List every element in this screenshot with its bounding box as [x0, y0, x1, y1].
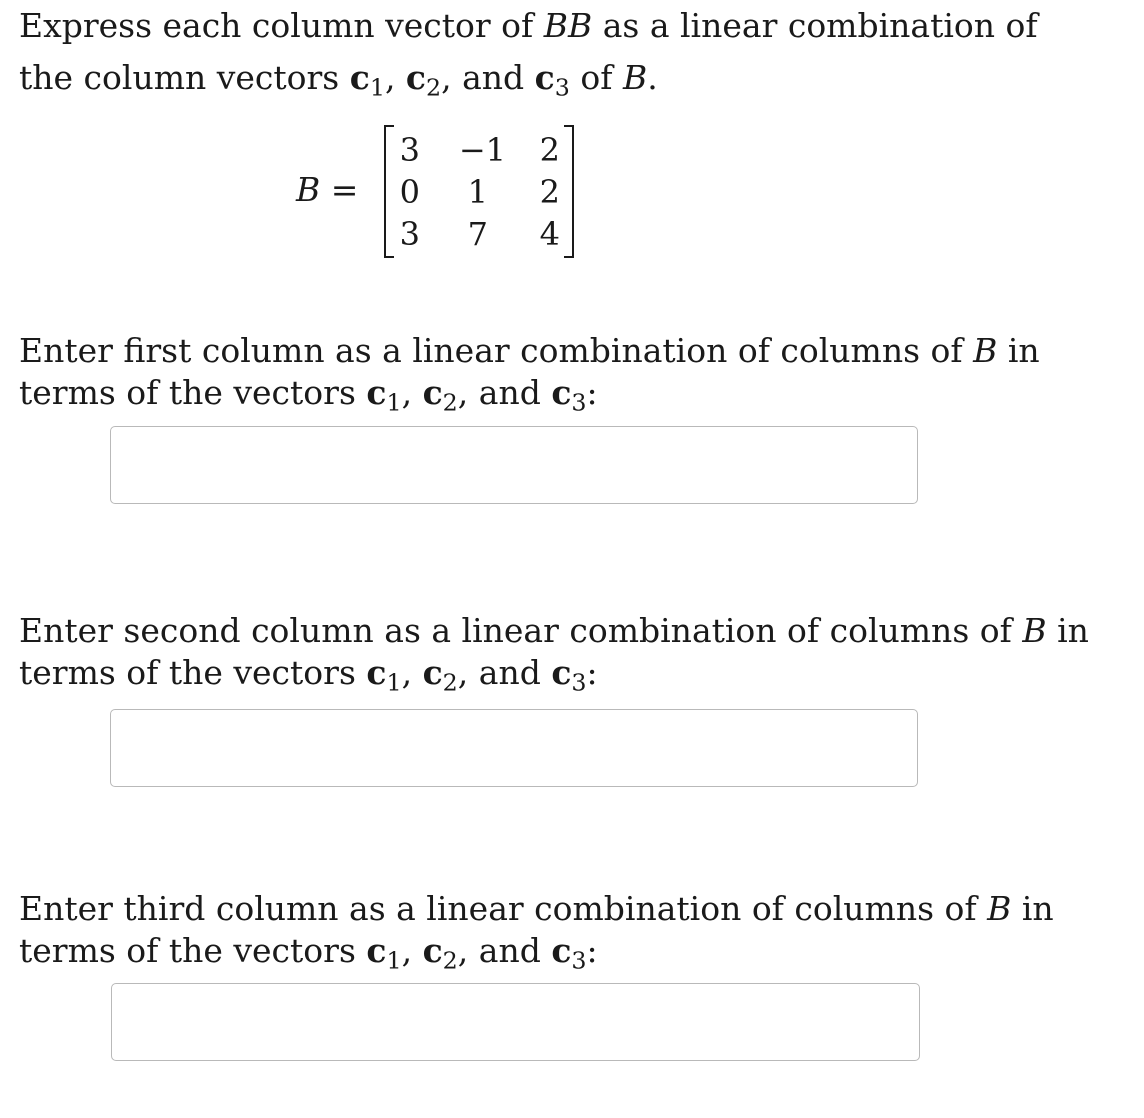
separator: ,	[384, 58, 406, 97]
vector-subscript: 2	[442, 668, 458, 697]
vector-subscript: 1	[386, 946, 402, 975]
matrix-cell: 7	[467, 215, 488, 253]
vector-subscript: 2	[426, 73, 442, 102]
vector-c2: c	[422, 653, 443, 692]
vector-c2: c	[405, 58, 427, 97]
separator: , and	[457, 653, 552, 692]
vector-subscript: 1	[386, 668, 402, 697]
statement-text: of	[569, 58, 623, 97]
matrix-b	[384, 125, 574, 258]
separator: ,	[401, 653, 423, 692]
statement-text: .	[647, 58, 658, 97]
separator: , and	[457, 931, 552, 970]
vector-subscript: 1	[386, 388, 402, 417]
question-text: terms of the vectors	[19, 373, 367, 412]
separator: , and	[457, 373, 552, 412]
statement-text: the column vectors	[19, 58, 350, 97]
question-text: Enter first column as a linear combination of columns of	[19, 331, 974, 370]
second-column-answer-input[interactable]	[110, 709, 918, 787]
question-text: in	[1011, 889, 1054, 928]
matrix-variable: B	[1022, 611, 1047, 650]
question-third-column	[19, 888, 1054, 975]
matrix-right-bracket	[564, 125, 574, 258]
question-text: Enter third column as a linear combination of columns of	[19, 889, 988, 928]
question-text: Enter second column as a linear combination of columns of	[19, 611, 1023, 650]
vector-c3: c	[551, 931, 572, 970]
vector-c3: c	[551, 653, 572, 692]
vector-subscript: 3	[571, 946, 587, 975]
question-text: :	[586, 653, 598, 692]
matrix-variable: B	[973, 331, 998, 370]
question-text: terms of the vectors	[19, 653, 367, 692]
question-text: :	[586, 931, 598, 970]
vector-c3: c	[551, 373, 572, 412]
matrix-cell: 2	[539, 173, 560, 211]
matrix-variable: BB	[543, 6, 593, 45]
vector-c3: c	[534, 58, 555, 97]
matrix-variable: B	[622, 58, 648, 97]
question-text: :	[586, 373, 598, 412]
statement-text: as a linear combination of	[592, 6, 1038, 45]
vector-subscript: 3	[554, 73, 570, 102]
question-second-column	[19, 610, 1089, 697]
vector-subscript: 2	[442, 388, 458, 417]
matrix-variable: B	[296, 170, 321, 209]
vector-c1: c	[366, 373, 387, 412]
first-column-answer-input[interactable]	[110, 426, 918, 504]
matrix-cell: 3	[399, 215, 420, 253]
vector-c1: c	[366, 653, 387, 692]
matrix-left-bracket	[384, 125, 394, 258]
vector-subscript: 3	[571, 668, 587, 697]
vector-c1: c	[349, 58, 370, 97]
vector-subscript: 1	[369, 73, 385, 102]
matrix-cell: 2	[539, 131, 560, 169]
separator: , and	[441, 58, 535, 97]
matrix-variable: B	[987, 889, 1012, 928]
vector-c2: c	[422, 373, 443, 412]
separator: ,	[401, 931, 423, 970]
matrix-cell: 0	[399, 173, 420, 211]
statement-text: Express each column vector of	[19, 6, 544, 45]
matrix-cell: 4	[539, 215, 560, 253]
matrix-cell: 3	[399, 131, 420, 169]
vector-subscript: 2	[442, 946, 458, 975]
separator: ,	[401, 373, 423, 412]
third-column-answer-input[interactable]	[111, 983, 920, 1061]
matrix-cell: −1	[458, 131, 506, 169]
question-first-column	[19, 330, 1040, 417]
vector-c1: c	[366, 931, 387, 970]
problem-statement-line-2	[19, 52, 1038, 104]
question-text: in	[1046, 611, 1089, 650]
matrix-cell: 1	[467, 173, 488, 211]
problem-statement-line-1	[19, 0, 1038, 52]
vector-subscript: 3	[571, 388, 587, 417]
matrix-label: B =	[296, 170, 359, 209]
question-text: in	[997, 331, 1040, 370]
problem-statement	[19, 0, 1038, 104]
question-text: terms of the vectors	[19, 931, 367, 970]
vector-c2: c	[422, 931, 443, 970]
